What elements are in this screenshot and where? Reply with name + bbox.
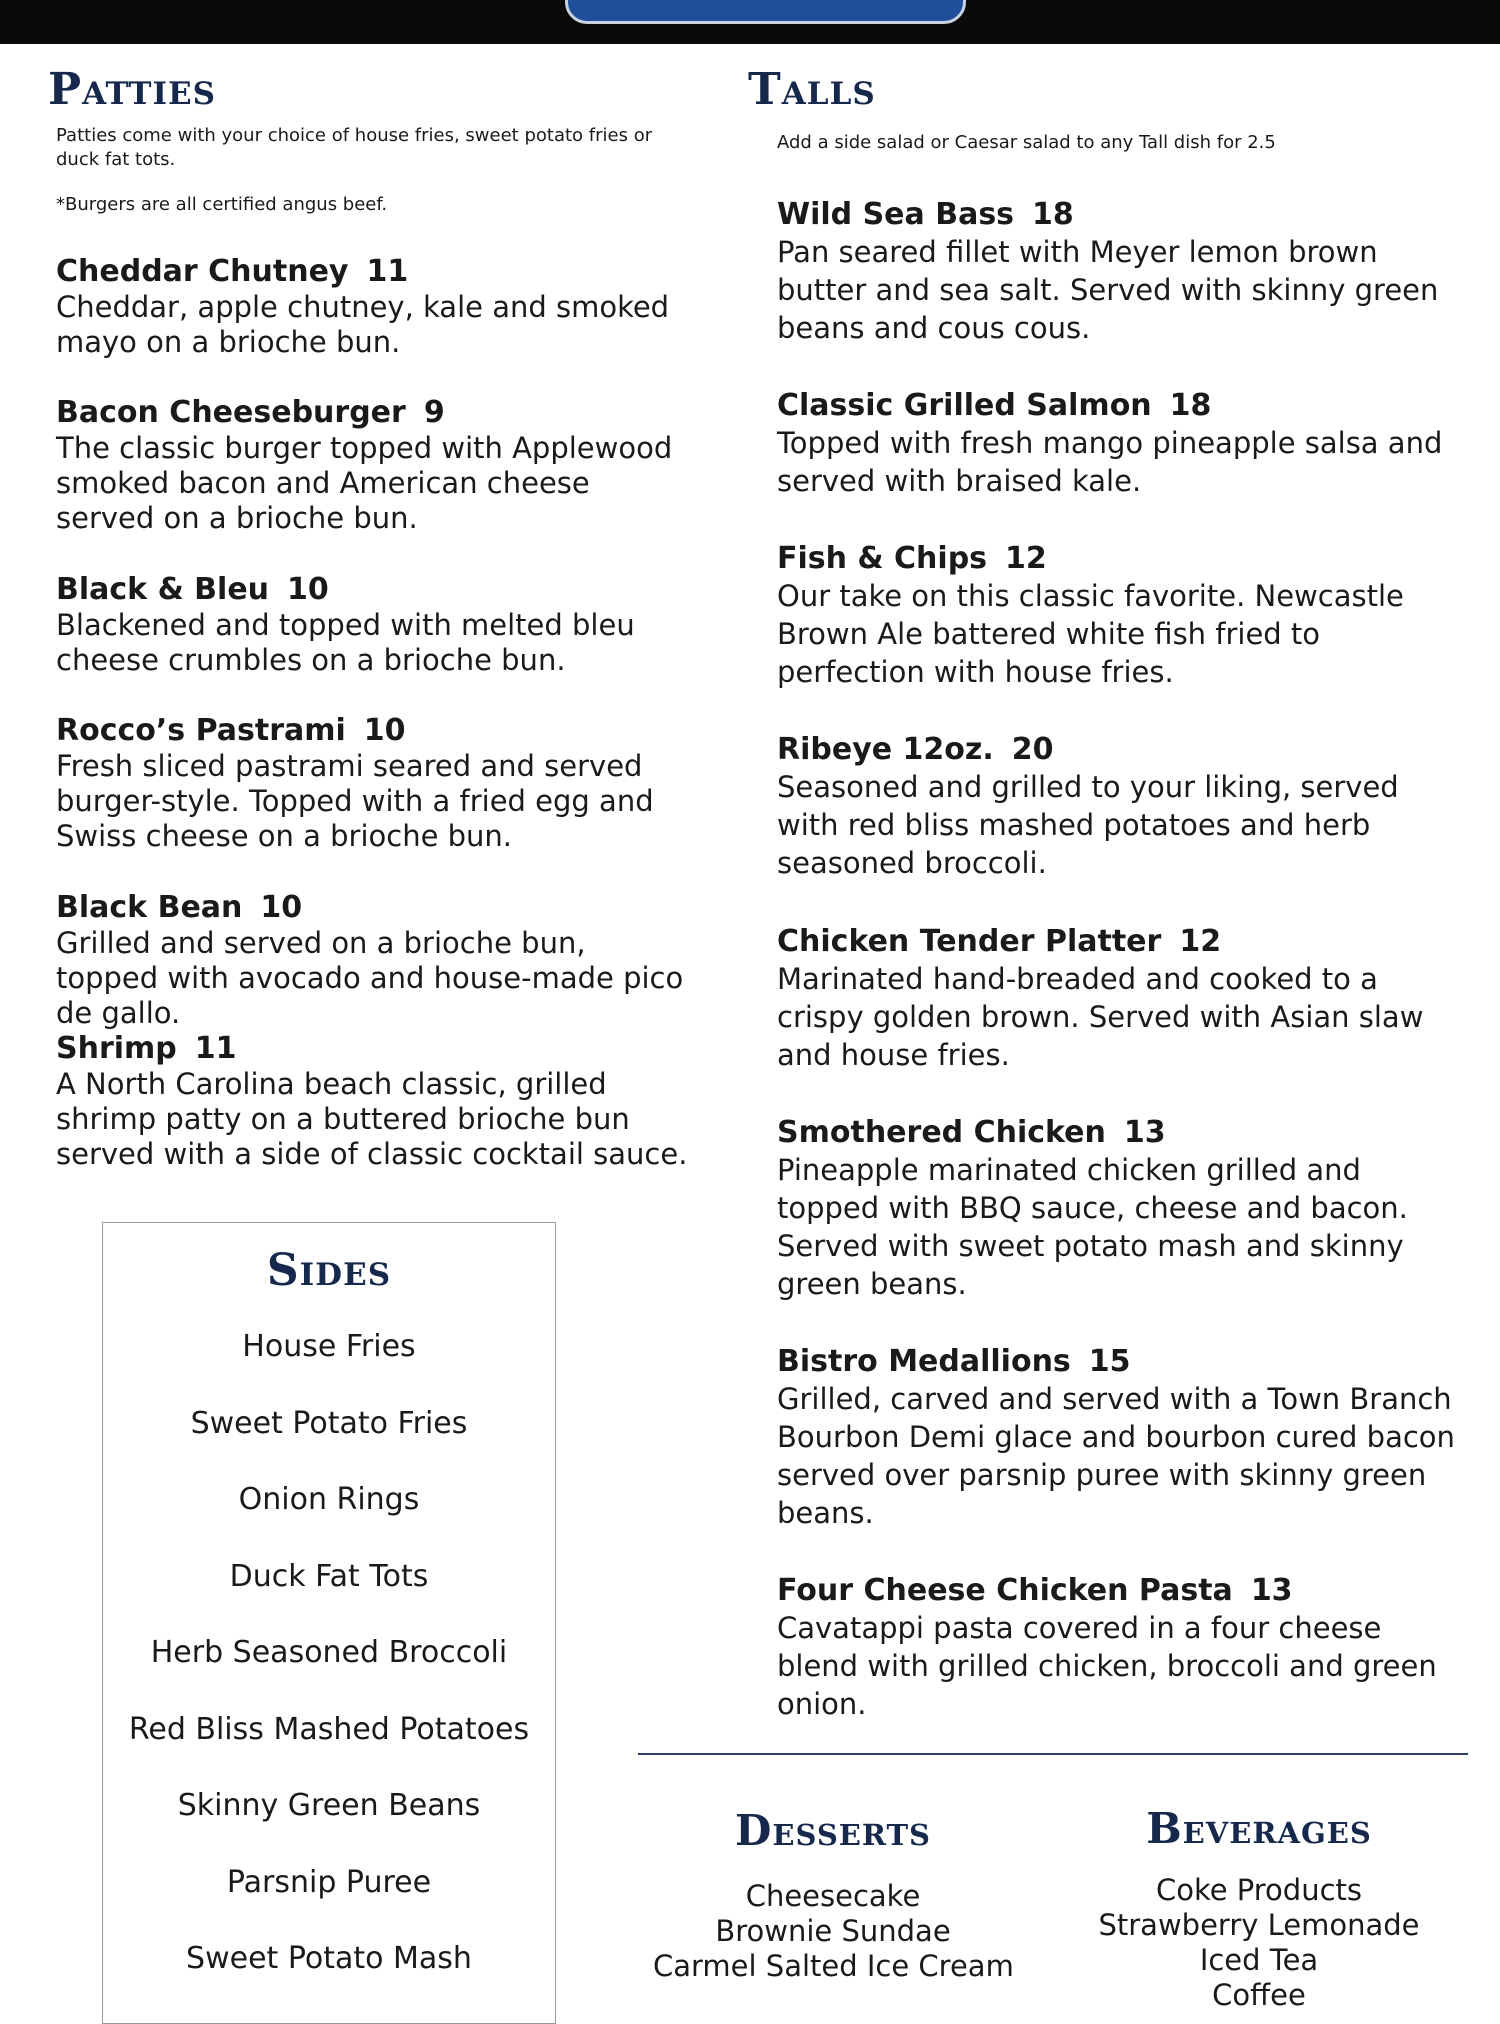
side-item: Sweet Potato Mash: [186, 1941, 472, 1976]
item-name: Cheddar Chutney: [56, 254, 349, 289]
sides-box: [102, 1222, 556, 2024]
item-description: Cavatappi pasta covered in a four cheese blend with grilled chicken, broccoli and green onion.: [777, 1611, 1437, 1721]
item-price: 12: [1005, 541, 1047, 576]
item-name: Bistro Medallions: [777, 1344, 1071, 1379]
side-item: Red Bliss Mashed Potatoes: [128, 1712, 530, 1747]
item-description: Topped with fresh mango pineapple salsa and served with braised kale.: [777, 426, 1443, 498]
dessert-item: Carmel Salted Ice Cream: [653, 1949, 1014, 1983]
patties-note-angus: *Burgers are all certified angus beef.: [56, 194, 388, 215]
item-name: Classic Grilled Salmon: [777, 388, 1152, 423]
talls-title: Talls: [748, 64, 876, 115]
item-name: Fish & Chips: [777, 541, 988, 576]
side-item: Parsnip Puree: [226, 1865, 432, 1900]
item-price: 12: [1179, 924, 1222, 959]
item-price: 15: [1088, 1344, 1131, 1379]
menu-item-wild-sea-bass: [777, 197, 1457, 347]
side-item: Onion Rings: [238, 1482, 420, 1517]
beverage-item: Coffee: [1212, 1978, 1306, 2012]
desserts-title: Desserts: [735, 1806, 931, 1855]
item-name: Wild Sea Bass: [777, 197, 1015, 232]
item-description: Pineapple marinated chicken grilled and topped with BBQ sauce, cheese and bacon. Served with sweet potato mash and skinny green beans.: [777, 1153, 1408, 1301]
menu-item-black-bean: [56, 890, 696, 1031]
patties-title: Patties: [48, 64, 216, 115]
item-price: 11: [366, 254, 409, 289]
item-price: 10: [287, 572, 329, 607]
menu-item-ribeye: [777, 732, 1457, 882]
item-price: 10: [363, 713, 406, 748]
top-banner: [0, 0, 1500, 44]
item-name: Black Bean: [56, 890, 243, 925]
menu-item-roccos-pastrami: [56, 713, 696, 854]
item-price: 13: [1250, 1573, 1293, 1608]
item-name: Rocco’s Pastrami: [56, 713, 346, 748]
item-description: Grilled and served on a brioche bun, topped with avocado and house-made pico de gallo.: [56, 926, 684, 1030]
section-divider: [638, 1753, 1468, 1755]
patties-note: Patties come with your choice of house fries, sweet potato fries or duck fat tots.: [56, 125, 653, 170]
menu-item-chicken-tender-platter: [777, 924, 1457, 1074]
item-name: Four Cheese Chicken Pasta: [777, 1573, 1233, 1608]
item-price: 11: [194, 1031, 237, 1066]
item-description: The classic burger topped with Applewood smoked bacon and American cheese served on a brioche bun.: [56, 431, 673, 535]
side-item: Skinny Green Beans: [177, 1788, 481, 1823]
item-name: Shrimp: [56, 1031, 177, 1066]
item-description: A North Carolina beach classic, grilled shrimp patty on a buttered brioche bun served with a side of classic cocktail sauce.: [56, 1067, 688, 1171]
menu-item-cheddar-chutney: [56, 254, 696, 360]
item-price: 18: [1032, 197, 1074, 232]
menu-item-bistro-medallions: [777, 1344, 1457, 1532]
desserts-list: [653, 1879, 1013, 1984]
beverage-item: Strawberry Lemonade: [1098, 1908, 1420, 1942]
item-price: 9: [423, 395, 445, 430]
dessert-item: Brownie Sundae: [715, 1914, 951, 1948]
beverage-item: Coke Products: [1155, 1873, 1363, 1907]
menu-item-smothered-chicken: [777, 1115, 1457, 1303]
item-description: Blackened and topped with melted bleu cheese crumbles on a brioche bun.: [56, 608, 635, 677]
item-description: Seasoned and grilled to your liking, served with red bliss mashed potatoes and herb seasoned broccoli.: [777, 770, 1399, 880]
beverages-title: Beverages: [1146, 1804, 1372, 1853]
logo-tab: [565, 0, 966, 24]
item-price: 13: [1123, 1115, 1166, 1150]
item-price: 10: [260, 890, 303, 925]
item-description: Pan seared fillet with Meyer lemon brown butter and sea salt. Served with skinny green beans and cous cous.: [777, 235, 1439, 345]
dessert-item: Cheesecake: [745, 1879, 921, 1913]
menu-item-bacon-cheeseburger: [56, 395, 696, 536]
menu-item-fish-and-chips: [777, 541, 1457, 691]
item-name: Bacon Cheeseburger: [56, 395, 406, 430]
menu-item-shrimp: [56, 1031, 696, 1172]
item-name: Ribeye 12oz.: [777, 732, 994, 767]
item-description: Marinated hand-breaded and cooked to a crispy golden brown. Served with Asian slaw and house fries.: [777, 962, 1424, 1072]
side-item: House Fries: [242, 1329, 416, 1364]
menu-item-black-and-bleu: [56, 572, 696, 678]
menu-item-four-cheese-chicken-pasta: [777, 1573, 1457, 1723]
item-name: Smothered Chicken: [777, 1115, 1106, 1150]
beverage-item: Iced Tea: [1199, 1943, 1319, 1977]
item-name: Chicken Tender Platter: [777, 924, 1162, 959]
item-description: Cheddar, apple chutney, kale and smoked mayo on a brioche bun.: [56, 290, 670, 359]
side-item: Sweet Potato Fries: [190, 1406, 468, 1441]
item-description: Grilled, carved and served with a Town Branch Bourbon Demi glace and bourbon cured bacon served over parsnip puree with skinny green beans.: [777, 1382, 1455, 1530]
item-name: Black & Bleu: [56, 572, 270, 607]
item-description: Fresh sliced pastrami seared and served burger-style. Topped with a fried egg and Swiss cheese on a brioche bun.: [56, 749, 654, 853]
sides-title: Sides: [266, 1245, 392, 1296]
side-item: Duck Fat Tots: [229, 1559, 429, 1594]
item-price: 20: [1011, 732, 1054, 767]
beverages-list: [1074, 1873, 1444, 2013]
item-price: 18: [1169, 388, 1212, 423]
item-description: Our take on this classic favorite. Newcastle Brown Ale battered white fish fried to perfection with house fries.: [777, 579, 1404, 689]
talls-note: Add a side salad or Caesar salad to any Tall dish for 2.5: [777, 132, 1276, 153]
menu-item-classic-grilled-salmon: [777, 388, 1457, 500]
side-item: Herb Seasoned Broccoli: [150, 1635, 508, 1670]
